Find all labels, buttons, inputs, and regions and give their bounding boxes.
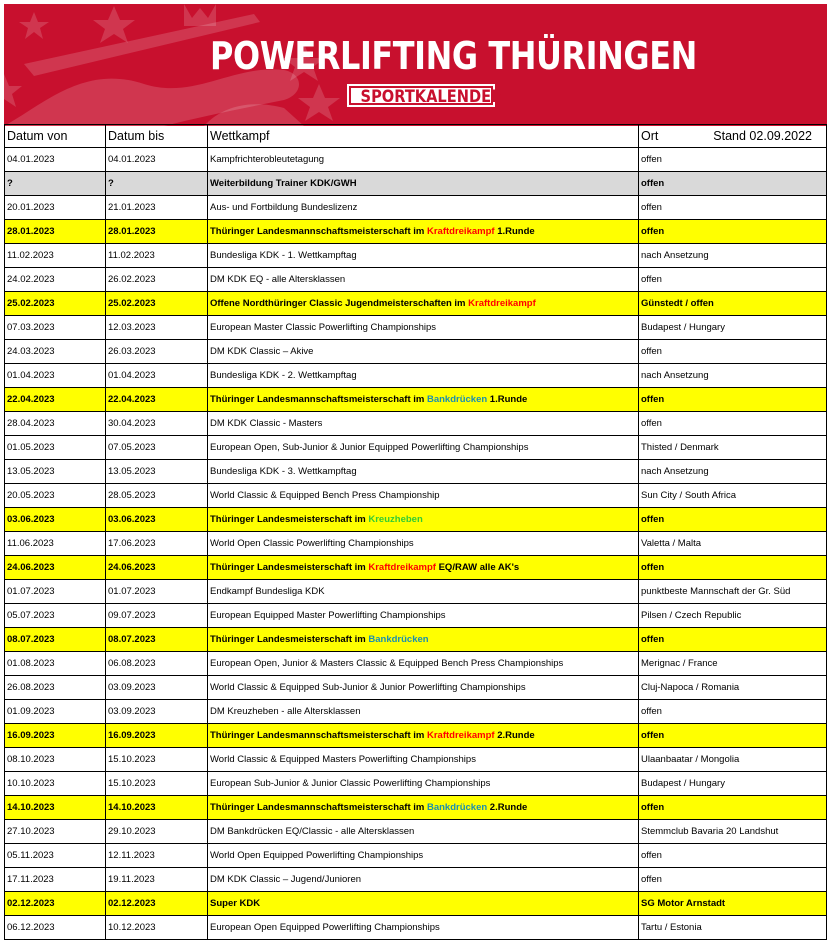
wettkampf-text: World Classic & Equipped Sub-Junior & Junior Powerlifting Championships: [210, 682, 526, 693]
discipline-label: Bankdrücken: [426, 802, 488, 813]
cell-datum-bis: 15.10.2023: [106, 772, 208, 796]
cell-ort: offen: [639, 412, 827, 436]
table-row: [5, 316, 827, 340]
discipline-label: Kraftdreikampf: [368, 562, 436, 573]
cell-wettkampf: [208, 244, 639, 268]
cell-wettkampf: [208, 316, 639, 340]
cell-ort: offen: [639, 796, 827, 820]
cell-ort: Ulaanbaatar / Mongolia: [639, 748, 827, 772]
discipline-label: Kraftdreikampf: [426, 730, 495, 741]
wettkampf-text: Super KDK: [210, 898, 261, 909]
cell-ort: Stemmclub Bavaria 20 Landshut: [639, 820, 827, 844]
wettkampf-text: European Open Equipped Powerlifting Championships: [210, 922, 440, 933]
cell-datum-von: 24.06.2023: [5, 556, 106, 580]
wettkampf-text: World Classic & Equipped Masters Powerlifting Championships: [210, 754, 476, 765]
header-datum-bis: Datum bis: [106, 125, 208, 148]
wettkampf-text: DM KDK Classic - Masters: [210, 418, 323, 429]
calendar-body: [5, 148, 827, 940]
cell-ort: offen: [639, 268, 827, 292]
cell-datum-bis: 03.06.2023: [106, 508, 208, 532]
cell-wettkampf: [208, 148, 639, 172]
cell-datum-von: 01.08.2023: [5, 652, 106, 676]
wettkampf-text: European Equipped Master Powerlifting Championships: [210, 610, 446, 621]
table-row: [5, 268, 827, 292]
table-row: [5, 748, 827, 772]
table-row: [5, 868, 827, 892]
cell-datum-bis: 28.05.2023: [106, 484, 208, 508]
cell-datum-von: 07.03.2023: [5, 316, 106, 340]
table-row: [5, 724, 827, 748]
wettkampf-text: 2.Runde: [494, 730, 535, 741]
cell-datum-bis: 03.09.2023: [106, 676, 208, 700]
wettkampf-text: DM Kreuzheben - alle Altersklassen: [210, 706, 361, 717]
table-row: [5, 196, 827, 220]
cell-datum-von: 04.01.2023: [5, 148, 106, 172]
cell-datum-bis: 13.05.2023: [106, 460, 208, 484]
cell-datum-von: 03.06.2023: [5, 508, 106, 532]
cell-wettkampf: [208, 292, 639, 316]
cell-wettkampf: [208, 892, 639, 916]
cell-datum-von: 24.03.2023: [5, 340, 106, 364]
cell-wettkampf: [208, 508, 639, 532]
table-row: [5, 220, 827, 244]
cell-datum-von: 14.10.2023: [5, 796, 106, 820]
cell-ort: Valetta / Malta: [639, 532, 827, 556]
cell-ort: nach Ansetzung: [639, 460, 827, 484]
header-datum-von: Datum von: [5, 125, 106, 148]
cell-wettkampf: [208, 580, 639, 604]
cell-datum-bis: 10.12.2023: [106, 916, 208, 940]
cell-datum-bis: 07.05.2023: [106, 436, 208, 460]
cell-ort: offen: [639, 388, 827, 412]
cell-wettkampf: [208, 820, 639, 844]
wettkampf-text: European Sub-Junior & Junior Classic Powerlifting Championships: [210, 778, 491, 789]
cell-datum-von: 28.01.2023: [5, 220, 106, 244]
table-row: [5, 916, 827, 940]
cell-wettkampf: [208, 268, 639, 292]
cell-datum-bis: 08.07.2023: [106, 628, 208, 652]
wettkampf-text: Bundesliga KDK - 1. Wettkampftag: [210, 250, 357, 261]
wettkampf-text: 1.Runde: [487, 394, 528, 405]
cell-datum-bis: 21.01.2023: [106, 196, 208, 220]
cell-ort: offen: [639, 508, 827, 532]
cell-wettkampf: [208, 796, 639, 820]
table-row: [5, 364, 827, 388]
cell-datum-bis: 02.12.2023: [106, 892, 208, 916]
table-row: [5, 892, 827, 916]
table-row: [5, 340, 827, 364]
table-row: [5, 412, 827, 436]
cell-datum-bis: 12.11.2023: [106, 844, 208, 868]
wettkampf-text: Bundesliga KDK - 3. Wettkampftag: [210, 466, 357, 477]
wettkampf-text: Offene Nordthüringer Classic Jugendmeisterschaften im: [210, 298, 469, 309]
wettkampf-text: 2.Runde: [487, 802, 528, 813]
cell-ort: Merignac / France: [639, 652, 827, 676]
table-row: [5, 484, 827, 508]
cell-ort: Thisted / Denmark: [639, 436, 827, 460]
cell-wettkampf: [208, 772, 639, 796]
header-ort: [639, 125, 827, 148]
cell-datum-von: 24.02.2023: [5, 268, 106, 292]
cell-wettkampf: [208, 628, 639, 652]
cell-datum-von: 13.05.2023: [5, 460, 106, 484]
cell-datum-bis: 03.09.2023: [106, 700, 208, 724]
wettkampf-text: Thüringer Landesmannschaftsmeisterschaft im: [210, 394, 427, 405]
header-ort-label: Ort: [641, 129, 659, 143]
cell-wettkampf: [208, 460, 639, 484]
cell-datum-von: 22.04.2023: [5, 388, 106, 412]
cell-datum-bis: 04.01.2023: [106, 148, 208, 172]
cell-datum-bis: 29.10.2023: [106, 820, 208, 844]
cell-datum-von: 11.02.2023: [5, 244, 106, 268]
header-banner: [4, 4, 827, 126]
cell-ort: offen: [639, 868, 827, 892]
cell-datum-bis: 12.03.2023: [106, 316, 208, 340]
cell-datum-von: 05.11.2023: [5, 844, 106, 868]
wettkampf-text: Thüringer Landesmannschaftsmeisterschaft im: [210, 730, 427, 741]
wettkampf-text: Weiterbildung Trainer KDK/GWH: [210, 178, 357, 189]
cell-wettkampf: [208, 436, 639, 460]
table-row: [5, 508, 827, 532]
table-row: [5, 388, 827, 412]
cell-ort: offen: [639, 148, 827, 172]
wettkampf-text: Aus- und Fortbildung Bundeslizenz: [210, 202, 358, 213]
cell-datum-von: 16.09.2023: [5, 724, 106, 748]
cell-wettkampf: [208, 604, 639, 628]
cell-datum-bis: 09.07.2023: [106, 604, 208, 628]
wettkampf-text: 1.Runde: [494, 226, 535, 237]
table-row: [5, 580, 827, 604]
cell-datum-bis: 24.06.2023: [106, 556, 208, 580]
cell-datum-von: 28.04.2023: [5, 412, 106, 436]
table-row: [5, 556, 827, 580]
cell-datum-bis: 01.07.2023: [106, 580, 208, 604]
cell-datum-von: 20.01.2023: [5, 196, 106, 220]
wettkampf-text: European Open, Junior & Masters Classic & Equipped Bench Press Championships: [210, 658, 564, 669]
cell-datum-von: 08.10.2023: [5, 748, 106, 772]
cell-ort: offen: [639, 724, 827, 748]
cell-datum-bis: 25.02.2023: [106, 292, 208, 316]
cell-datum-von: 20.05.2023: [5, 484, 106, 508]
cell-datum-bis: 28.01.2023: [106, 220, 208, 244]
cell-wettkampf: [208, 748, 639, 772]
cell-ort: offen: [639, 196, 827, 220]
cell-wettkampf: [208, 916, 639, 940]
cell-datum-von: 26.08.2023: [5, 676, 106, 700]
wettkampf-text: Thüringer Landesmeisterschaft im: [210, 634, 369, 645]
wettkampf-text: European Master Classic Powerlifting Championships: [210, 322, 436, 333]
discipline-label: Kraftdreikampf: [426, 226, 495, 237]
wettkampf-text: Thüringer Landesmannschaftsmeisterschaft im: [210, 226, 427, 237]
table-row: [5, 148, 827, 172]
cell-datum-bis: 22.04.2023: [106, 388, 208, 412]
cell-ort: offen: [639, 844, 827, 868]
cell-datum-von: 01.05.2023: [5, 436, 106, 460]
cell-ort: nach Ansetzung: [639, 244, 827, 268]
wettkampf-text: World Open Classic Powerlifting Championships: [210, 538, 414, 549]
cell-wettkampf: [208, 220, 639, 244]
wettkampf-text: EQ/RAW alle AK's: [435, 562, 520, 573]
cell-datum-von: 06.12.2023: [5, 916, 106, 940]
calendar-table: [4, 124, 827, 940]
discipline-label: Kreuzheben: [368, 514, 423, 525]
cell-ort: offen: [639, 556, 827, 580]
cell-datum-von: 25.02.2023: [5, 292, 106, 316]
cell-datum-von: 27.10.2023: [5, 820, 106, 844]
cell-wettkampf: [208, 556, 639, 580]
cell-wettkampf: [208, 196, 639, 220]
wettkampf-text: European Open, Sub-Junior & Junior Equipped Powerlifting Championships: [210, 442, 529, 453]
wettkampf-text: Bundesliga KDK - 2. Wettkampftag: [210, 370, 357, 381]
wettkampf-text: DM KDK Classic – Akive: [210, 346, 314, 357]
discipline-label: Kraftdreikampf: [468, 298, 536, 309]
cell-datum-bis: 14.10.2023: [106, 796, 208, 820]
wettkampf-text: DM Bankdrücken EQ/Classic - alle Altersklassen: [210, 826, 415, 837]
cell-ort: SG Motor Arnstadt: [639, 892, 827, 916]
cell-ort: Sun City / South Africa: [639, 484, 827, 508]
cell-ort: Budapest / Hungary: [639, 772, 827, 796]
cell-ort: offen: [639, 172, 827, 196]
cell-ort: punktbeste Mannschaft der Gr. Süd: [639, 580, 827, 604]
table-row: [5, 628, 827, 652]
cell-wettkampf: [208, 868, 639, 892]
cell-datum-bis: ?: [106, 172, 208, 196]
table-row: [5, 676, 827, 700]
cell-ort: nach Ansetzung: [639, 364, 827, 388]
cell-datum-bis: 11.02.2023: [106, 244, 208, 268]
cell-ort: Pilsen / Czech Republic: [639, 604, 827, 628]
cell-wettkampf: [208, 724, 639, 748]
cell-datum-bis: 17.06.2023: [106, 532, 208, 556]
cell-ort: offen: [639, 340, 827, 364]
cell-datum-bis: 30.04.2023: [106, 412, 208, 436]
cell-wettkampf: [208, 340, 639, 364]
table-row: [5, 532, 827, 556]
cell-wettkampf: [208, 172, 639, 196]
cell-ort: offen: [639, 700, 827, 724]
cell-datum-von: 11.06.2023: [5, 532, 106, 556]
cell-datum-von: 10.10.2023: [5, 772, 106, 796]
table-row: [5, 460, 827, 484]
table-row: [5, 652, 827, 676]
table-row: [5, 772, 827, 796]
table-row: [5, 604, 827, 628]
cell-ort: Günstedt / offen: [639, 292, 827, 316]
table-row: [5, 244, 827, 268]
cell-datum-bis: 16.09.2023: [106, 724, 208, 748]
cell-datum-von: 17.11.2023: [5, 868, 106, 892]
cell-wettkampf: [208, 652, 639, 676]
wettkampf-text: World Open Equipped Powerlifting Championships: [210, 850, 424, 861]
cell-datum-von: ?: [5, 172, 106, 196]
table-row: [5, 172, 827, 196]
cell-datum-bis: 01.04.2023: [106, 364, 208, 388]
table-row: [5, 700, 827, 724]
cell-ort: offen: [639, 220, 827, 244]
cell-wettkampf: [208, 700, 639, 724]
wettkampf-text: Thüringer Landesmeisterschaft im: [210, 514, 369, 525]
table-row: [5, 436, 827, 460]
table-row: [5, 796, 827, 820]
cell-ort: Budapest / Hungary: [639, 316, 827, 340]
wettkampf-text: DM KDK EQ - alle Altersklassen: [210, 274, 346, 285]
cell-wettkampf: [208, 364, 639, 388]
cell-wettkampf: [208, 412, 639, 436]
cell-wettkampf: [208, 388, 639, 412]
wettkampf-text: Thüringer Landesmeisterschaft im: [210, 562, 369, 573]
wettkampf-text: Endkampf Bundesliga KDK: [210, 586, 325, 597]
wettkampf-text: Thüringer Landesmannschaftsmeisterschaft im: [210, 802, 427, 813]
header-wettkampf: Wettkampf: [208, 125, 639, 148]
discipline-label: Bankdrücken: [426, 394, 488, 405]
discipline-label: Bankdrücken: [368, 634, 429, 645]
banner-subtitle: [347, 84, 503, 107]
cell-wettkampf: [208, 532, 639, 556]
cell-datum-bis: 26.02.2023: [106, 268, 208, 292]
cell-datum-bis: 19.11.2023: [106, 868, 208, 892]
table-header-row: [5, 125, 827, 148]
cell-datum-von: 02.12.2023: [5, 892, 106, 916]
wettkampf-text: World Classic & Equipped Bench Press Championship: [210, 490, 440, 501]
cell-ort: offen: [639, 628, 827, 652]
cell-datum-bis: 15.10.2023: [106, 748, 208, 772]
cell-datum-von: 01.07.2023: [5, 580, 106, 604]
cell-ort: Tartu / Estonia: [639, 916, 827, 940]
cell-datum-von: 08.07.2023: [5, 628, 106, 652]
table-row: [5, 820, 827, 844]
cell-datum-bis: 26.03.2023: [106, 340, 208, 364]
wettkampf-text: Kampfrichterobleutetagung: [210, 154, 325, 165]
cell-datum-von: 01.09.2023: [5, 700, 106, 724]
table-row: [5, 844, 827, 868]
cell-ort: Cluj-Napoca / Romania: [639, 676, 827, 700]
cell-wettkampf: [208, 844, 639, 868]
banner-subtitle-text: SPORTKALENDER: [360, 87, 503, 107]
banner-title: POWERLIFTING THÜRINGEN: [210, 34, 697, 78]
cell-datum-bis: 06.08.2023: [106, 652, 208, 676]
cell-wettkampf: [208, 484, 639, 508]
table-row: [5, 292, 827, 316]
stand-date: Stand 02.09.2022: [713, 129, 812, 143]
cell-datum-von: 05.07.2023: [5, 604, 106, 628]
wettkampf-text: DM KDK Classic – Jugend/Junioren: [210, 874, 362, 885]
cell-wettkampf: [208, 676, 639, 700]
cell-datum-von: 01.04.2023: [5, 364, 106, 388]
